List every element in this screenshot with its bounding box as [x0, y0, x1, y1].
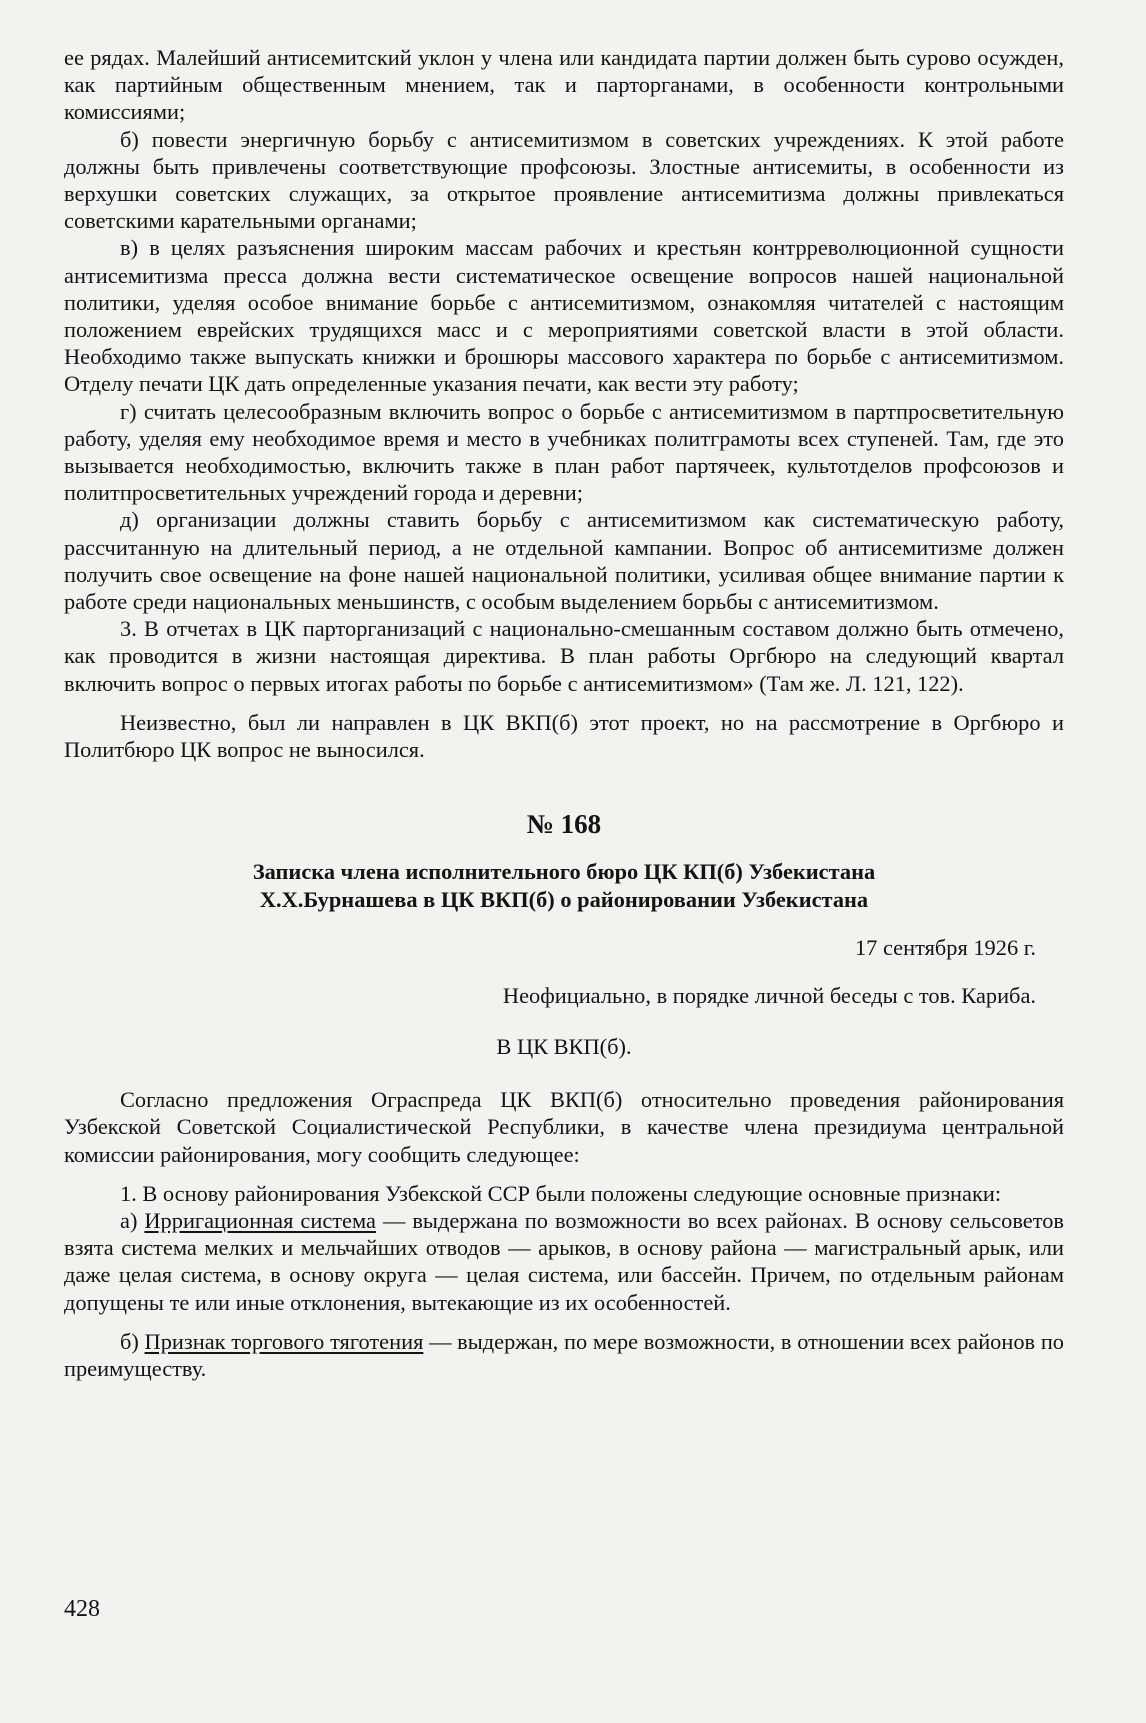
page-content	[64, 44, 1064, 1382]
document-date: 17 сентября 1926 г.	[854, 935, 1036, 961]
paragraph-commentary: Неизвестно, был ли направлен в ЦК ВКП(б) этот проект, но на рассмотрение в Оргбюро и Политбюро ЦК вопрос не выносился.	[64, 709, 1064, 763]
paragraph-item-d: д) организации должны ставить борьбу с антисемитизмом как систематическую работу, рассчитанную на длительный период, а не отдельной кампании. Вопрос об антисемитизме должен получить свое освещение на фоне нашей национальной политики, усиливая общее внимание партии к работе среди национальных меньшинств, с особым выделением борьбы с антисемитизмом.	[64, 507, 1064, 615]
document-title-line-2: Х.Х.Бурнашева в ЦК ВКП(б) о районировании Узбекистана	[259, 887, 869, 913]
item-a-text: — выдержана по возможности во всех районах. В основу сельсоветов взята система мелких и мельчайших отводов — арыков, в основу района — магистральный арык, или даже целая система, в основу округа — целая система, или бассейн. Причем, по отдельным районам допущены те или иные отклонения, вытекающие из их особенностей.	[64, 1207, 1064, 1315]
item-a-underlined-term: Ирригационная система	[144, 1207, 376, 1233]
document-paragraph-1: 1. В основу районирования Узбекской ССР были положены следующие основные признаки:	[120, 1180, 1002, 1206]
document-paragraph-intro: Согласно предложения Ограспреда ЦК ВКП(б) относительно проведения районирования Узбекской Советской Социалистической Республики, в качестве члена президиума центральной комиссии районирования, могу сообщить следующее:	[64, 1087, 1064, 1167]
document-note: Неофициально, в порядке личной беседы с тов. Кариба.	[502, 982, 1036, 1008]
document-addressee: В ЦК ВКП(б).	[496, 1033, 632, 1059]
item-b-prefix: б)	[120, 1328, 145, 1354]
paragraph-continuation: ее рядах. Малейший антисемитский уклон у члена или кандидата партии должен быть сурово осужден, как партийным общественным мнением, так и парторганами, в особенности контрольными комиссиями;	[64, 45, 1064, 125]
item-b-underlined-term: Признак торгового тяготения	[144, 1328, 424, 1354]
page-number: 428	[64, 1596, 100, 1622]
paragraph-item-b: б) повести энергичную борьбу с антисемитизмом в советских учреждениях. К этой работе должны быть привлечены соответствующие профсоюзы. Злостные антисемиты, в особенности из верхушки советских служащих, за открытое проявление антисемитизма должны привлекаться советскими карательными органами;	[64, 126, 1064, 234]
item-a-prefix: а)	[120, 1207, 145, 1233]
paragraph-item-3: 3. В отчетах в ЦК парторганизаций с национально-смешанным составом должно быть отмечено, как проводится в жизни настоящая директива. В план работы Оргбюро на следующий квартал включить вопрос о первых итогах работы по борьбе с антисемитизмом» (Там же. Л. 121, 122).	[64, 616, 1064, 696]
document-paragraph-a	[64, 1207, 1064, 1316]
item-b-text: — выдержан, по мере возможности, в отношении всех районов по преимуществу.	[64, 1328, 1064, 1381]
paragraph-item-v: в) в целях разъяснения широким массам рабочих и крестьян контрреволюционной сущности антисемитизма пресса должна вести систематическое освещение вопросов нашей национальной политики, уделяя особое внимание борьбе с антисемитизмом, ознакомляя читателей с настоящим положением еврейских трудящихся масс и с мероприятиями советской власти в этой области. Необходимо также выпускать книжки и брошюры массового характера по борьбе с антисемитизмом. Отделу печати ЦК дать определенные указания печати, как вести эту работу;	[64, 235, 1064, 397]
document-title-line-1: Записка члена исполнительного бюро ЦК КП(б) Узбекистана	[252, 859, 876, 885]
document-number: № 168	[526, 809, 602, 840]
document-paragraph-b	[64, 1328, 1064, 1382]
paragraph-item-g: г) считать целесообразным включить вопрос о борьбе с антисемитизмом в партпросветительную работу, уделяя ему необходимое время и место в учебниках политграмоты всех ступеней. Там, где это вызывается необходимостью, включить также в план работ партячеек, культотделов профсоюзов и политпросветительных учреждений города и деревни;	[64, 398, 1064, 506]
